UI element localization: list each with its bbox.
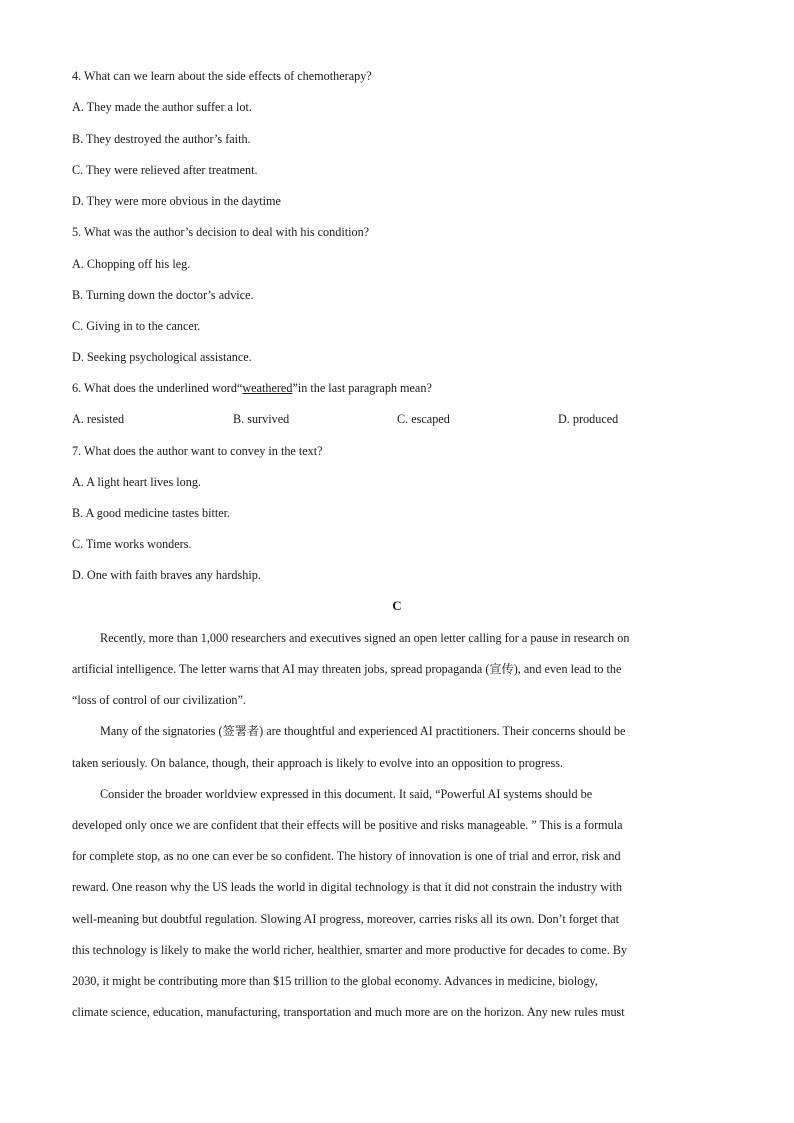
underlined-word: weathered xyxy=(242,381,293,395)
question-6-option-d: D. produced xyxy=(558,412,619,426)
passage-line: climate science, education, manufacturing, transportation and much more are on the horizon. Any new rules must xyxy=(72,1005,625,1019)
passage-line: taken seriously. On balance, though, their approach is likely to evolve into an opposition to progress. xyxy=(72,756,564,770)
question-6-stem-start: 6. What does the underlined word“ xyxy=(72,381,243,395)
question-5-stem: 5. What was the author’s decision to deal with his condition? xyxy=(72,225,370,239)
passage-line: Consider the broader worldview expressed in this document. It said, “Powerful AI systems should be xyxy=(100,787,593,801)
passage-line: “loss of control of our civilization”. xyxy=(72,693,246,707)
question-6-option-c: C. escaped xyxy=(397,412,450,426)
question-5-option-b: B. Turning down the doctor’s advice. xyxy=(72,288,254,302)
passage-line: Many of the signatories (签署者) are thoughtful and experienced AI practitioners. Their concerns should be xyxy=(100,724,626,738)
passage-line: 2030, it might be contributing more than $15 trillion to the global economy. Advances in medicine, biology, xyxy=(72,974,598,988)
question-6-stem xyxy=(72,380,432,396)
question-6-option-a: A. resisted xyxy=(72,412,125,426)
question-4-option-a: A. They made the author suffer a lot. xyxy=(72,100,252,114)
question-4-stem: 4. What can we learn about the side effects of chemotherapy? xyxy=(72,69,372,83)
question-7-option-c: C. Time works wonders. xyxy=(72,537,192,551)
question-7-option-d: D. One with faith braves any hardship. xyxy=(72,568,261,582)
question-4-option-b: B. They destroyed the author’s faith. xyxy=(72,132,251,146)
passage-line: this technology is likely to make the world richer, healthier, smarter and more productive for decades to come. By xyxy=(72,943,628,957)
question-4-option-c: C. They were relieved after treatment. xyxy=(72,163,258,177)
question-7-option-b: B. A good medicine tastes bitter. xyxy=(72,506,231,520)
passage-line: well-meaning but doubtful regulation. Slowing AI progress, moreover, carries risks all its own. Don’t forget that xyxy=(72,912,620,926)
question-7-option-a: A. A light heart lives long. xyxy=(72,475,201,489)
question-7-stem: 7. What does the author want to convey in the text? xyxy=(72,444,323,458)
section-heading: C xyxy=(392,598,402,613)
passage-line: reward. One reason why the US leads the world in digital technology is that it did not constrain the industry with xyxy=(72,880,623,894)
passage-line: for complete stop, as no one can ever be so confident. The history of innovation is one of trial and error, risk and xyxy=(72,849,621,863)
question-4-option-d: D. They were more obvious in the daytime xyxy=(72,194,281,208)
question-6-option-b: B. survived xyxy=(233,412,290,426)
passage-line: Recently, more than 1,000 researchers and executives signed an open letter calling for a pause in research on xyxy=(100,631,630,645)
passage-line: developed only once we are confident that their effects will be positive and risks manageable. ” This is a formula xyxy=(72,818,623,832)
question-5-option-c: C. Giving in to the cancer. xyxy=(72,319,201,333)
question-5-option-a: A. Chopping off his leg. xyxy=(72,257,191,271)
passage-line: artificial intelligence. The letter warns that AI may threaten jobs, spread propaganda (宣传), and even lead to the xyxy=(72,662,622,676)
question-6-stem-end: ”in the last paragraph mean? xyxy=(292,381,432,395)
question-5-option-d: D. Seeking psychological assistance. xyxy=(72,350,252,364)
